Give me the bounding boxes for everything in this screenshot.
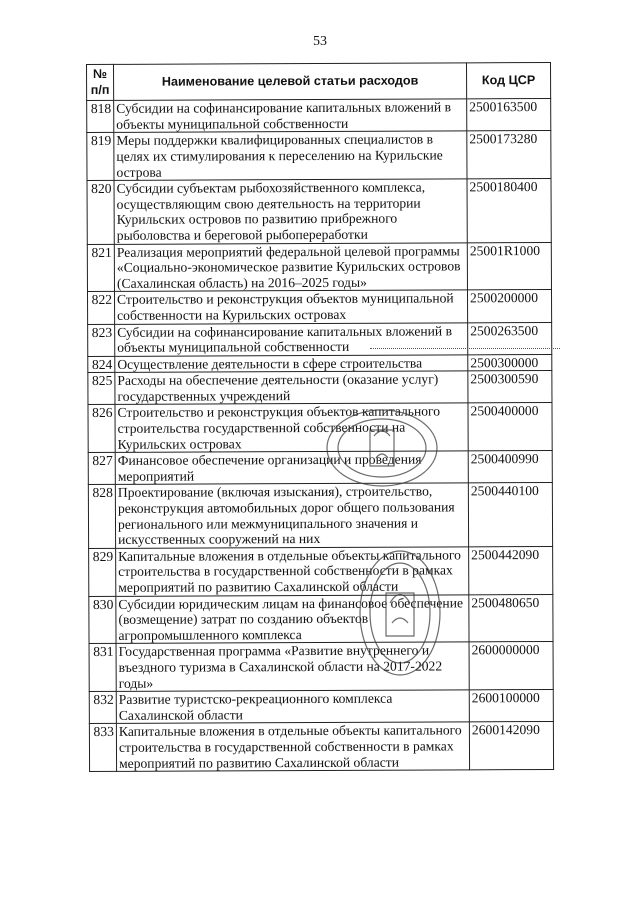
row-num: 826 (88, 405, 115, 453)
row-num: 831 (89, 644, 116, 692)
row-num: 820 (87, 181, 114, 244)
row-num: 830 (89, 596, 116, 644)
row-num: 818 (87, 101, 114, 133)
table-row (88, 371, 552, 405)
row-num: 832 (89, 692, 116, 724)
row-code: 2500442090 (469, 546, 553, 594)
row-code: 2500400000 (468, 403, 552, 451)
row-name: Развитие туристско-рекреационного комплекса Сахалинской области (116, 690, 469, 724)
table-row (89, 722, 553, 772)
row-num: 829 (89, 548, 116, 596)
row-code: 2500263500 (468, 322, 552, 355)
row-num: 821 (87, 244, 114, 292)
row-name: Субсидии на софинансирование капитальных вложений в объекты муниципальной собственности (115, 322, 468, 356)
row-code: 2500163500 (467, 99, 551, 132)
header-num: № п/п (87, 64, 114, 100)
table-row (88, 322, 552, 356)
table-row (87, 290, 551, 324)
row-code: 2600100000 (469, 690, 553, 723)
table-row (87, 99, 551, 133)
table-row (89, 690, 553, 724)
table-row (88, 483, 552, 548)
table-row (87, 179, 551, 244)
row-name: Капитальные вложения в отдельные объекты капитального строительства в государственной собственности в рамках мероприятий по развитию Сахалинской области (116, 547, 469, 596)
budget-table (86, 62, 554, 772)
table-header-row (87, 62, 551, 100)
row-code: 2500300590 (468, 371, 552, 404)
table-row (88, 403, 552, 453)
row-num: 822 (87, 292, 114, 324)
row-name: Субсидии субъектам рыбохозяйственного комплекса, осуществляющим свою деятельность на территории Курильских островов по развитию прибрежного рыболовства и береговой рыбопереработки (114, 179, 467, 244)
row-num: 825 (88, 373, 115, 405)
row-name: Меры поддержки квалифицированных специалистов в целях их стимулирования к переселению на Курильские острова (114, 131, 467, 180)
row-code: 25001R1000 (467, 242, 551, 290)
table-row (89, 546, 553, 596)
row-num: 833 (89, 724, 116, 772)
row-code: 2600142090 (469, 722, 553, 770)
table-row (89, 594, 553, 644)
row-num: 827 (88, 453, 115, 485)
row-name: Субсидии на софинансирование капитальных вложений в объекты муниципальной собственности (114, 99, 467, 133)
header-code: Код ЦСР (466, 62, 550, 99)
row-name: Строительство и реконструкция объектов муниципальной собственности на Курильских островах (114, 290, 467, 324)
row-code: 2600000000 (469, 642, 553, 690)
stamp-dotted-line (370, 348, 560, 351)
row-name: Строительство и реконструкция объектов капитального строительства государственной собственности на Курильских островах (115, 403, 468, 452)
row-name: Финансовое обеспечение организации и проведения мероприятий (115, 451, 468, 485)
table-row (87, 242, 551, 292)
table-row (88, 451, 552, 485)
row-num: 828 (88, 485, 115, 548)
row-name: Государственная программа «Развитие внутреннего и въездного туризма в Сахалинской области на 2017-2022 годы» (116, 642, 469, 691)
table-row (87, 131, 551, 181)
row-code: 2500400990 (468, 451, 552, 484)
row-name: Осуществление деятельности в сфере строительства (115, 355, 468, 373)
row-name: Проектирование (включая изыскания), строительство, реконструкция автомобильных дорог общего пользования регионального или межмуниципального значения и искусственных сооружений на них (115, 483, 468, 548)
row-num: 823 (88, 324, 115, 356)
row-code: 2500440100 (468, 483, 552, 547)
row-code: 2500200000 (467, 290, 551, 323)
row-name: Расходы на обеспечение деятельности (оказание услуг) государственных учреждений (115, 371, 468, 405)
row-name: Субсидии юридическим лицам на финансовое обеспечение (возмещение) затрат по созданию объектов агропромышленного комплекса (116, 594, 469, 643)
row-code: 2500173280 (467, 131, 551, 179)
row-name: Капитальные вложения в отдельные объекты капитального строительства в государственной собственности в рамках мероприятий по развитию Сахалинской области (116, 722, 469, 771)
row-name: Реализация мероприятий федеральной целевой программы «Социально-экономическое развитие Курильских островов (Сахалинская область) на 2016–2025 годы» (114, 242, 467, 291)
row-num: 824 (88, 356, 115, 373)
row-code: 2500480650 (469, 594, 553, 642)
header-name: Наименование целевой статьи расходов (114, 63, 467, 101)
row-code: 2500300000 (468, 354, 552, 371)
page-number: 53 (313, 34, 327, 49)
row-num: 819 (87, 133, 114, 181)
table-row (88, 354, 552, 373)
table-row (89, 642, 553, 692)
row-code: 2500180400 (467, 179, 551, 243)
